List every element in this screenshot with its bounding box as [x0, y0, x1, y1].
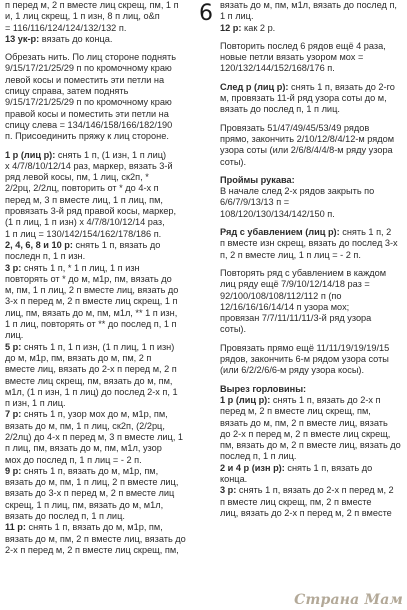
instruction-text: 12/16/16/16/14/14 п узора мох;: [220, 301, 350, 312]
text-line: [5, 500, 198, 511]
instruction-text: м1л, (1 п изн, 1 п лиц) до послед 2-х п, 1: [5, 386, 178, 397]
instruction-text: снять 1 п, вязать до: [284, 462, 373, 473]
text-line: [5, 263, 198, 274]
instruction-text: п перед м, 2 п вместе лиц скрещ, пм, 1 п: [5, 0, 179, 10]
instruction-text: вязать до м, пм, 2 п вместе лиц, вязать: [220, 417, 388, 428]
text-line: [220, 302, 402, 313]
text-line: [220, 134, 402, 145]
instruction-text: перед м, 2 п вместе лиц скрещ, пм,: [220, 406, 371, 417]
row-heading: 1 р (лиц р):: [220, 394, 271, 405]
text-line: [5, 217, 198, 228]
text-line: [220, 324, 402, 335]
text-line: [5, 75, 198, 86]
instruction-text: спицу справа, затем поднять: [5, 86, 129, 97]
instruction-text: x 4/7/8/10/12/14 раз, маркер, вязать 3-й: [5, 160, 173, 171]
text-line: [5, 120, 198, 131]
instruction-text: пм, вязать до м, 2 п вместе лиц, вязать до: [220, 440, 401, 451]
row-heading: 3 р:: [5, 262, 22, 273]
text-line: [220, 268, 402, 279]
instruction-text: В начале след 2-х рядов закрыть по: [220, 186, 375, 197]
instruction-text: 1 п лиц = 130/142/154/162/178/186 п.: [5, 228, 162, 239]
text-line: [5, 86, 198, 97]
text-line: [5, 34, 198, 45]
text-line: [5, 477, 198, 488]
instruction-text: провязан 7/7/11/11/11/3-й ряд узора: [220, 313, 372, 324]
paragraph-gap: [220, 34, 402, 41]
instruction-text: п вместе лиц скрещ, пм, 2 п вместе: [220, 496, 372, 507]
text-line: [5, 0, 198, 11]
text-line: [5, 364, 198, 375]
text-line: [220, 175, 402, 186]
row-heading: Ряд с убавлением (лиц р):: [220, 227, 340, 238]
instruction-text: снять 1 п, вязать до м, м1р, пм,: [21, 465, 159, 476]
text-line: [5, 195, 198, 206]
instruction-text: снять 1 п, 2: [339, 227, 392, 238]
text-line: [5, 342, 198, 353]
instruction-text: правой косы и поместить эти петли на: [5, 108, 169, 119]
instruction-text: п вместе изн скрещ, вязать до послед 3-х: [220, 238, 398, 249]
text-line: [5, 150, 198, 161]
instruction-text: Обрезать нить. По лиц стороне поднять: [5, 52, 177, 63]
instruction-text: конца.: [220, 473, 248, 484]
text-line: [220, 485, 402, 496]
text-line: [5, 511, 198, 522]
instruction-text: снять 1 п, вязать до м, м1р, пм,: [25, 522, 163, 533]
text-line: [220, 250, 402, 261]
text-line: [5, 240, 198, 251]
instruction-text: вместе лиц, вязать до 2-х п перед м, 2 п: [5, 364, 177, 375]
instruction-text: п. Присоединить пряжу к лиц стороне.: [5, 131, 169, 142]
text-line: [5, 534, 198, 545]
instruction-text: 2-х п перед м, 2 п вместе лиц скрещ, пм,: [5, 544, 179, 555]
instruction-text: 1 п лиц, повторять от ** до послед п, 1 п: [5, 319, 177, 330]
text-line: [220, 41, 402, 52]
text-line: [220, 82, 402, 93]
text-line: [5, 432, 198, 443]
instruction-text: ряд левой косы, пм, 1 лиц, ск2п, *: [5, 172, 149, 183]
watermark-logo: Страна Мам: [294, 592, 403, 608]
instruction-text: Повторять ряд с убавлением в каждом: [220, 267, 387, 278]
left-column: [5, 0, 198, 556]
text-line: [220, 23, 402, 34]
text-line: [5, 455, 198, 466]
text-line: [220, 209, 402, 220]
text-line: [220, 313, 402, 324]
text-line: [220, 145, 402, 156]
instruction-text: прямо, закончить 2/10/12/8/4/12-м рядом: [220, 133, 395, 144]
paragraph-gap: [220, 116, 402, 123]
instruction-text: спицу слева = 134/146/158/166/182/190: [5, 119, 173, 130]
text-line: [220, 395, 402, 406]
instruction-text: как 2 р.: [241, 22, 276, 33]
text-line: [220, 384, 402, 395]
text-line: [220, 406, 402, 417]
instruction-text: вязать до м, пм, м1л, вязать до послед п,: [220, 0, 397, 10]
instruction-text: вязать до м, пм, 1 п лиц, ск2п, (2/2рц,: [5, 420, 165, 431]
text-line: [5, 206, 198, 217]
text-line: [5, 353, 198, 364]
text-line: [5, 376, 198, 387]
instruction-text: вязать до м, пм, 1 п лиц, 2 п вместе лиц,: [5, 477, 179, 488]
text-line: [220, 227, 402, 238]
row-heading: 7 р:: [5, 409, 22, 420]
paragraph-gap: [220, 261, 402, 268]
instruction-text: вязать до 3-х п перед м, 2 п вместе лиц: [5, 488, 175, 499]
row-heading: 3 р:: [220, 485, 237, 496]
instruction-text: вязать до послед п, 1 п лиц.: [220, 104, 340, 115]
paragraph-gap: [220, 75, 402, 82]
instruction-text: перед м, 3 п вместе лиц, 1 п лиц, пм,: [5, 194, 163, 205]
text-line: [5, 274, 198, 285]
instruction-text: лиц, пм, вязать до м, пм, м1л, ** 1 п изн,: [5, 307, 178, 318]
text-line: [5, 285, 198, 296]
text-line: [5, 52, 198, 63]
text-line: [220, 497, 402, 508]
text-line: [220, 157, 402, 168]
instruction-text: снять 1 п, * 1 п лиц, 1 п изн: [21, 262, 140, 273]
text-line: [5, 308, 198, 319]
instruction-text: снять 1 п, 1 п изн, (1 п лиц, 1 п изн): [21, 341, 175, 352]
text-line: [5, 183, 198, 194]
instruction-text: (или 6/2/2/6/6-м ряду узора косы).: [220, 365, 365, 376]
text-line: [5, 23, 198, 34]
instruction-text: м, пм, 1 п лиц, 2 п вместе лиц, вязать до: [5, 285, 179, 296]
instruction-text: и, 1 лиц скрещ, 1 п изн, 8 п лиц, о&п: [5, 11, 160, 22]
instruction-text: 3-х п перед м, 2 п вместе лиц скрещ, 1 п: [5, 296, 178, 307]
text-line: [220, 418, 402, 429]
text-line: [220, 63, 402, 74]
instruction-text: мох до послед п, 1 п лиц = - 2 п.: [5, 454, 142, 465]
paragraph-gap: [220, 220, 402, 227]
row-heading: 5 р:: [5, 341, 22, 352]
row-heading: 2 и 4 р (изн р):: [220, 462, 285, 473]
row-heading: 9 р:: [5, 465, 22, 476]
instruction-text: вязать до конца.: [39, 33, 113, 44]
instruction-text: Повторить послед 6 рядов ещё 4 раза,: [220, 40, 386, 51]
instruction-text: провязать 3-й ряд правой косы, маркер,: [5, 206, 177, 217]
instruction-text: п, 2 п вместе лиц, 1 п лиц = - 2 п.: [220, 249, 361, 260]
row-heading: 12 р:: [220, 22, 242, 33]
instruction-text: до 2-х п перед м, 2 п вместе лиц скрещ,: [220, 428, 391, 439]
instruction-text: снять 1 п, вязать до 2-х п: [270, 394, 381, 405]
instruction-text: п лиц, пм, вязать до м, пм, м1л, узор: [5, 443, 162, 454]
text-line: [5, 409, 198, 420]
text-line: [220, 365, 402, 376]
instruction-text: 6/6/7/9/13/13 п =: [220, 197, 290, 208]
text-line: [5, 443, 198, 454]
text-line: [220, 451, 402, 462]
instruction-text: до м, м1р, пм, вязать до м, пм, 2 п: [5, 352, 152, 363]
text-line: [220, 508, 402, 519]
instruction-text: вязать до послед п, 1 п лиц.: [5, 511, 125, 522]
paragraph-gap: [220, 168, 402, 175]
text-line: [220, 343, 402, 354]
text-line: [220, 440, 402, 451]
instruction-text: снять 1 п, вязать до 2-х п перед м, 2: [236, 485, 394, 496]
row-heading: 2, 4, 6, 8 и 10 р:: [5, 239, 73, 250]
text-line: [5, 229, 198, 240]
text-line: [5, 11, 198, 22]
instruction-text: лиц.: [5, 330, 24, 341]
instruction-text: последн п, 1 п изн.: [5, 251, 86, 262]
instruction-text: 9/15/17/21/25/29 п по кромочному краю: [5, 97, 172, 108]
instruction-text: узора соты (или 2/6/8/4/4/8-м ряду узора: [220, 145, 393, 156]
text-line: [5, 131, 198, 142]
instruction-text: снять 1 п, вязать до: [72, 239, 161, 250]
text-line: [220, 238, 402, 249]
text-line: [220, 52, 402, 63]
text-line: [220, 104, 402, 115]
instruction-text: 1 п лиц.: [220, 11, 254, 22]
text-line: [5, 97, 198, 108]
text-line: [5, 488, 198, 499]
text-line: [5, 296, 198, 307]
instruction-text: вместе лиц скрещ, пм, вязать до м, пм,: [5, 375, 173, 386]
paragraph-gap: [220, 336, 402, 343]
instruction-text: снять 1 п, узор мох до м, м1р, пм,: [21, 409, 168, 420]
instruction-text: снять 1 п, вязать до 2-го: [288, 81, 395, 92]
text-line: [5, 398, 198, 409]
instruction-text: новые петли вязать узором мох =: [220, 52, 364, 63]
text-line: [5, 466, 198, 477]
instruction-text: лиц ряду ещё 7/9/10/12/14/18 раз =: [220, 279, 370, 290]
paragraph-gap: [220, 377, 402, 384]
text-line: [220, 197, 402, 208]
text-line: [5, 172, 198, 183]
instruction-text: 2/2рц, 2/2лц, повторить от * до 4-х п: [5, 183, 159, 194]
instruction-text: Провязать 51/47/49/45/53/49 рядов: [220, 122, 370, 133]
instruction-text: 92/100/108/108/112/112 п (по: [220, 290, 342, 301]
text-line: [5, 109, 198, 120]
row-heading: 13 ук-р:: [5, 33, 40, 44]
row-heading: 1 р (лиц р):: [5, 149, 56, 160]
text-line: [220, 11, 402, 22]
text-line: [5, 387, 198, 398]
text-line: [220, 123, 402, 134]
instruction-text: 9/15/17/21/25/29 п по кромочному краю: [5, 63, 172, 74]
text-line: [220, 93, 402, 104]
text-line: [5, 330, 198, 341]
instruction-text: вязать до м, пм, 2 п вместе лиц, вязать до: [5, 533, 186, 544]
instruction-text: соты).: [220, 156, 247, 167]
instruction-text: = 116/116/124/124/132/132 п.: [5, 22, 127, 33]
text-line: [220, 463, 402, 474]
text-line: [5, 251, 198, 262]
instruction-text: (1 п лиц, 1 п изн) x 4/7/8/10/12/14 раз,: [5, 217, 165, 228]
text-line: [5, 545, 198, 556]
instruction-text: п изн, 1 п лиц.: [5, 398, 66, 409]
instruction-text: м, провязать 11-й ряд узора соты до м,: [220, 93, 387, 104]
text-line: [220, 291, 402, 302]
instruction-text: 120/132/144/152/168/176 п.: [220, 63, 335, 74]
text-line: [5, 161, 198, 172]
instruction-text: лиц, вязать до 2-х п перед м, 2 п вместе: [220, 507, 392, 518]
text-line: [220, 354, 402, 365]
instruction-text: повторять от * до м, м1р, пм, вязать до: [5, 273, 172, 284]
instruction-text: 108/120/130/134/142/150 п.: [220, 208, 335, 219]
instruction-text: рядов, закончить 6-м рядом узора соты: [220, 354, 389, 365]
row-heading: Проймы рукава:: [220, 174, 295, 185]
page-number: 6: [199, 1, 213, 26]
text-line: [220, 429, 402, 440]
text-line: [5, 421, 198, 432]
text-line: [5, 522, 198, 533]
text-line: [220, 186, 402, 197]
instruction-text: 2/2лц) до 4-х п перед м, 3 п вместе лиц, 1: [5, 431, 184, 442]
instruction-text: левой косы и поместить эти петли на: [5, 74, 165, 85]
instruction-text: соты).: [220, 324, 247, 335]
row-heading: Вырез горловины:: [220, 383, 307, 394]
text-line: [220, 474, 402, 485]
row-heading: След р (лиц р):: [220, 81, 289, 92]
text-line: [220, 0, 402, 11]
text-line: [5, 63, 198, 74]
paragraph-gap: [5, 45, 198, 52]
instruction-text: скрещ, 1 п лиц, пм, вязать до м, м1л,: [5, 499, 164, 510]
instruction-text: снять 1 п, (1 изн, 1 п лиц): [55, 149, 167, 160]
instruction-text: Провязать прямо ещё 11/11/19/19/19/15: [220, 342, 390, 353]
instruction-text: послед п, 1 п лиц.: [220, 451, 297, 462]
text-line: [5, 319, 198, 330]
text-line: [220, 279, 402, 290]
paragraph-gap: [5, 143, 198, 150]
row-heading: 11 р:: [5, 522, 26, 533]
right-column: [220, 0, 402, 519]
